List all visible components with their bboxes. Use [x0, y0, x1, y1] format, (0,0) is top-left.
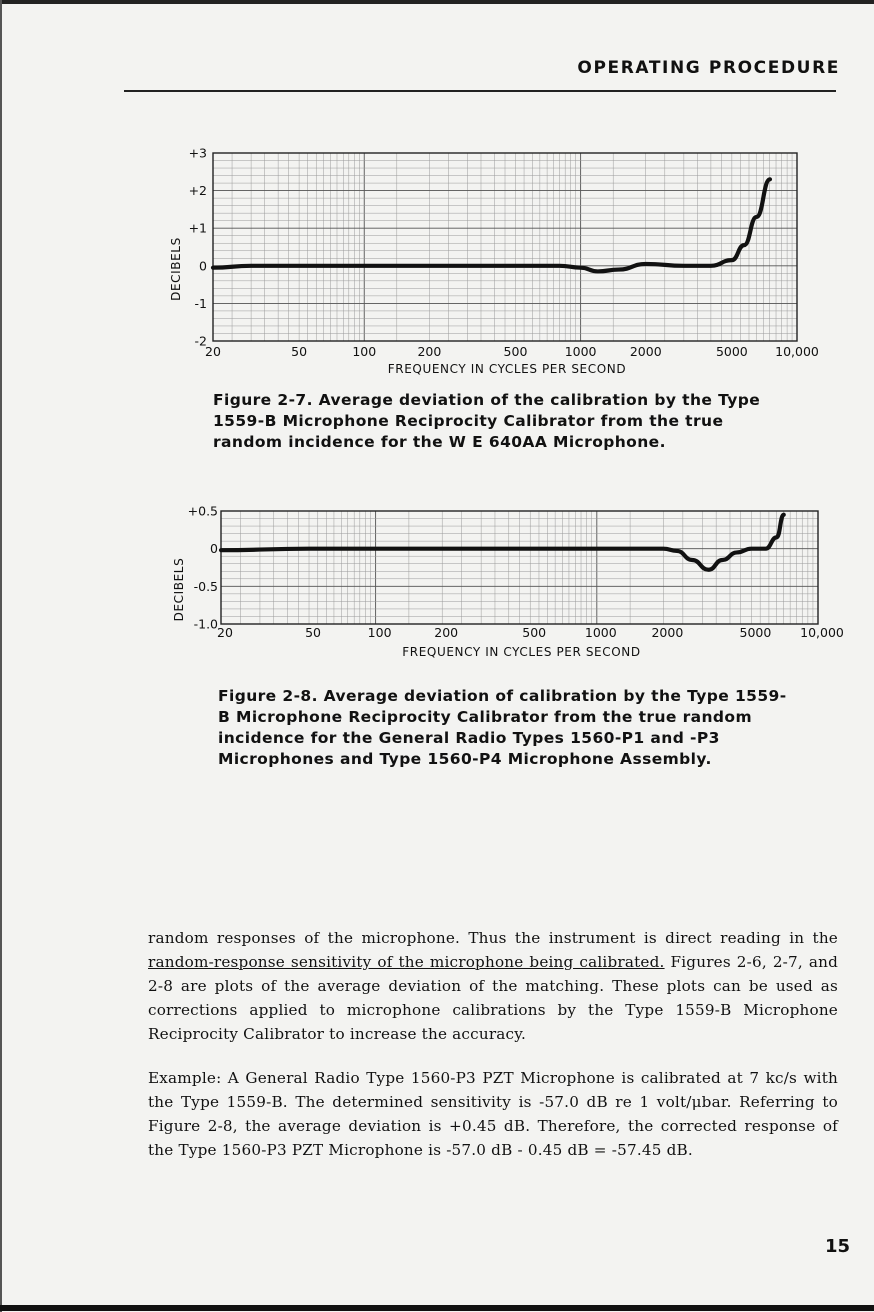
page-bottom-edge: [0, 1305, 874, 1311]
y-tick-label: 0: [210, 541, 218, 557]
running-head: OPERATING PROCEDURE: [577, 58, 840, 78]
y-tick-label: -2: [194, 333, 207, 349]
x-tick-label: 20: [205, 344, 221, 359]
x-tick-label: 200: [434, 625, 459, 640]
x-tick-label: 50: [291, 344, 308, 359]
x-tick-label: 20: [217, 625, 233, 640]
x-tick-label: 200: [417, 344, 442, 359]
x-tick-label: 100: [367, 625, 392, 640]
y-tick-label: 0: [199, 258, 207, 274]
x-tick-label: 100: [352, 344, 377, 359]
page-number: 15: [824, 1236, 850, 1257]
x-axis-label: FREQUENCY IN CYCLES PER SECOND: [402, 645, 641, 659]
x-axis-label: FREQUENCY IN CYCLES PER SECOND: [387, 362, 627, 376]
x-tick-label: 500: [522, 625, 547, 640]
x-tick-label: 5000: [715, 344, 748, 359]
body-paragraph-2: Example: A General Radio Type 1560-P3 PZT Microphone is calibrated at 7 kc/s with the Type 1559-B. The determined sensitivity is -57.0 dB re 1 volt/μbar. Referring to Figure 2-8, the average deviation is +0.45 dB. Therefore, the corrected response of the Type 1560-P3 PZT Microphone is -57.0 dB - 0.45 dB = -57.45 dB.: [148, 1069, 838, 1159]
y-tick-label: -0.5: [193, 578, 218, 594]
paragraph-1-end: Figures 2-6, 2-7, and 2-8 are plots of the average deviation of the matching. These plots can be used as corrections applied to microphone calibrations by the Type 1559-B Microphone Reciprocity Calibrator to increase the accuracy.: [148, 953, 838, 1043]
x-tick-label: 2000: [629, 344, 662, 359]
figure-2-7-caption: Figure 2-7. Average deviation of the calibration by the Type 1559-B Microphone Reciprocity Calibrator from the true random incidence for the W E 640AA Microphone.: [213, 391, 761, 451]
y-tick-label: +3: [188, 145, 207, 161]
y-tick-label: +1: [188, 220, 207, 236]
x-tick-label: 10,000: [775, 344, 819, 359]
x-tick-label: 1000: [564, 344, 597, 359]
x-tick-label: 5000: [739, 625, 772, 640]
paragraph-1-underlined: random-response sensitivity of the microphone being calibrated.: [148, 953, 665, 971]
x-tick-label: 10,000: [800, 625, 844, 640]
x-tick-label: 500: [503, 344, 528, 359]
grid: [221, 511, 818, 624]
body-paragraph-1: [148, 926, 838, 1046]
figure-2-8-caption: Figure 2-8. Average deviation of calibration by the Type 1559-B Microphone Reciprocity Calibrator from the true random incidence for the General Radio Types 1560-P1 and -P3 Microphones and Type 1560-P4 Microphone Assembly.: [218, 687, 787, 768]
y-axis-label: DECIBELS: [172, 557, 186, 622]
y-tick-label: -1: [194, 295, 207, 311]
paragraph-1-start: random responses of the microphone. Thus the instrument is direct reading in the: [148, 929, 838, 947]
x-tick-label: 1000: [584, 625, 617, 640]
y-tick-label: +2: [188, 183, 207, 199]
y-tick-label: +0.5: [187, 503, 218, 519]
x-tick-label: 50: [305, 625, 321, 640]
y-tick-label: -1.0: [193, 616, 218, 632]
y-axis-label: DECIBELS: [169, 237, 183, 301]
x-tick-label: 2000: [651, 625, 684, 640]
deviation-curve: [221, 515, 784, 570]
